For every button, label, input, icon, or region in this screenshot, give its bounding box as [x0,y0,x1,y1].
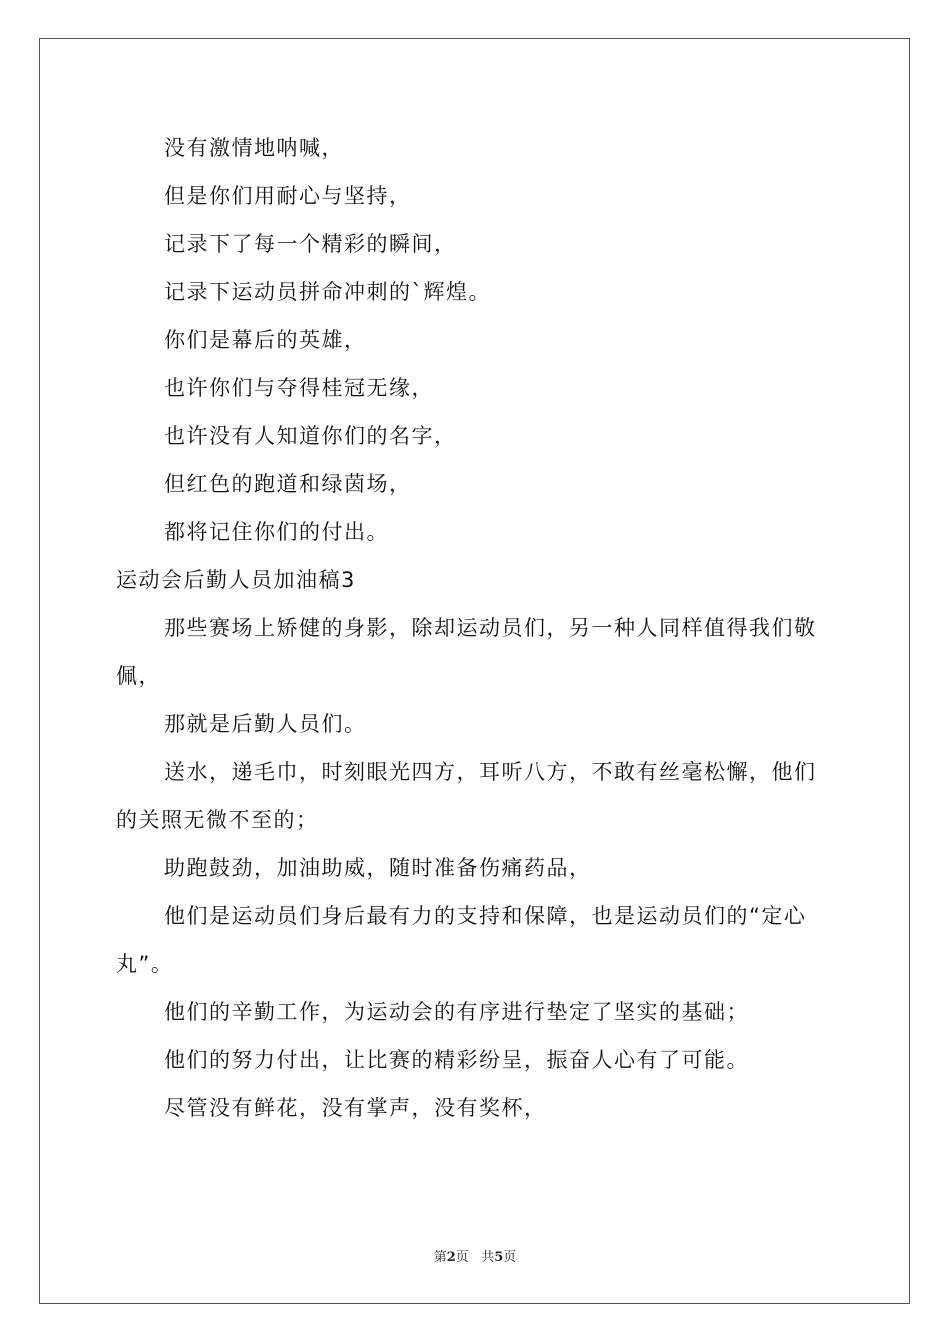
paragraph: 尽管没有鲜花，没有掌声，没有奖杯， [164,1096,547,1120]
total-prefix: 共 [481,1250,495,1265]
total-suffix: 页 [503,1250,517,1265]
paragraph: 但红色的跑道和绿茵场， [164,472,412,496]
paragraph: 助跑鼓劲，加油助威，随时准备伤痛药品， [164,856,592,880]
paragraph: 他们是运动员们身后最有力的支持和保障，也是运动员们的“定心丸”。 [116,904,807,976]
paragraph: 他们的辛勤工作，为运动会的有序进行垫定了坚实的基础； [164,1000,749,1024]
paragraph: 没有激情地呐喊， [164,136,344,160]
page-suffix: 页 [455,1250,469,1265]
document-body [116,124,836,1132]
paragraph: 他们的努力付出，让比赛的精彩纷呈，振奋人心有了可能。 [164,1048,749,1072]
paragraph: 也许你们与夺得桂冠无缘， [164,376,434,400]
paragraph: 送水，递毛巾，时刻眼光四方，耳听八方，不敢有丝毫松懈，他们的关照无微不至的； [116,760,817,832]
paragraph: 你们是幕后的英雄， [164,328,367,352]
page-number: 2 [446,1250,456,1265]
paragraph: 记录下了每一个精彩的瞬间， [164,232,457,256]
paragraph: 都将记住你们的付出。 [164,520,389,544]
paragraph: 但是你们用耐心与坚持， [164,184,412,208]
page-prefix: 第 [433,1250,447,1265]
paragraph: 记录下运动员拼命冲刺的`辉煌。 [164,280,491,304]
page-footer [0,1246,950,1265]
total-pages: 5 [494,1250,504,1265]
section-heading: 运动会后勤人员加油稿3 [116,568,356,592]
paragraph: 也许没有人知道你们的名字， [164,424,457,448]
paragraph: 那就是后勤人员们。 [164,712,367,736]
paragraph: 那些赛场上矫健的身影，除却运动员们，另一种人同样值得我们敬佩， [116,616,817,688]
